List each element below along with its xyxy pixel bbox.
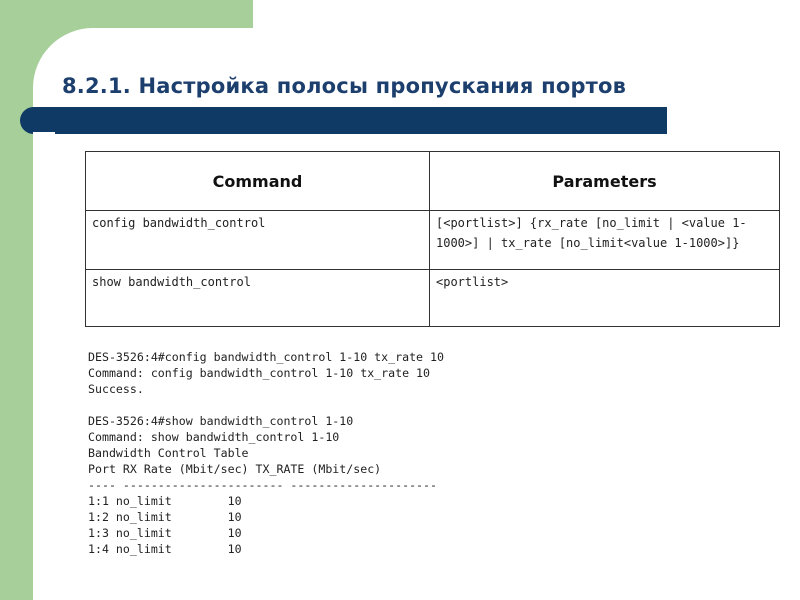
parameters-cell: [<portlist>] {rx_rate [no_limit | <value 1-1000>] | tx_rate [no_limit<value 1-1000>]} — [430, 211, 780, 270]
table-header-row — [86, 152, 780, 211]
left-green-stripe — [0, 0, 33, 600]
console-line — [88, 397, 444, 413]
console-line: 1:1 no_limit 10 — [88, 494, 242, 508]
command-table — [85, 151, 780, 327]
console-line: 1:4 no_limit 10 — [88, 542, 242, 556]
console-line: ---- ----------------------- --------------------- — [88, 478, 438, 492]
console-line: Port RX Rate (Mbit/sec) TX_RATE (Mbit/sec) — [88, 462, 382, 476]
console-line: Bandwidth Control Table — [88, 446, 249, 460]
command-cell: config bandwidth_control — [86, 211, 430, 270]
parameters-cell: <portlist> — [430, 270, 780, 327]
title-bar-accent — [33, 132, 55, 134]
console-line: Success. — [88, 382, 144, 396]
table-row — [86, 270, 780, 327]
console-line: Command: show bandwidth_control 1-10 — [88, 430, 340, 444]
console-line: DES-3526:4#config bandwidth_control 1-10 tx_rate 10 — [88, 350, 444, 364]
column-header-command: Command — [86, 152, 430, 211]
console-output — [88, 333, 444, 573]
console-line: DES-3526:4#show bandwidth_control 1-10 — [88, 414, 354, 428]
command-cell: show bandwidth_control — [86, 270, 430, 327]
column-header-parameters: Parameters — [430, 152, 780, 211]
console-line: Command: config bandwidth_control 1-10 tx_rate 10 — [88, 366, 431, 380]
slide-title: 8.2.1. Настройка полосы пропускания портов — [62, 74, 627, 98]
console-line: 1:3 no_limit 10 — [88, 526, 242, 540]
console-line: 1:2 no_limit 10 — [88, 510, 242, 524]
table-row — [86, 211, 780, 270]
title-underline-bar — [20, 107, 667, 134]
